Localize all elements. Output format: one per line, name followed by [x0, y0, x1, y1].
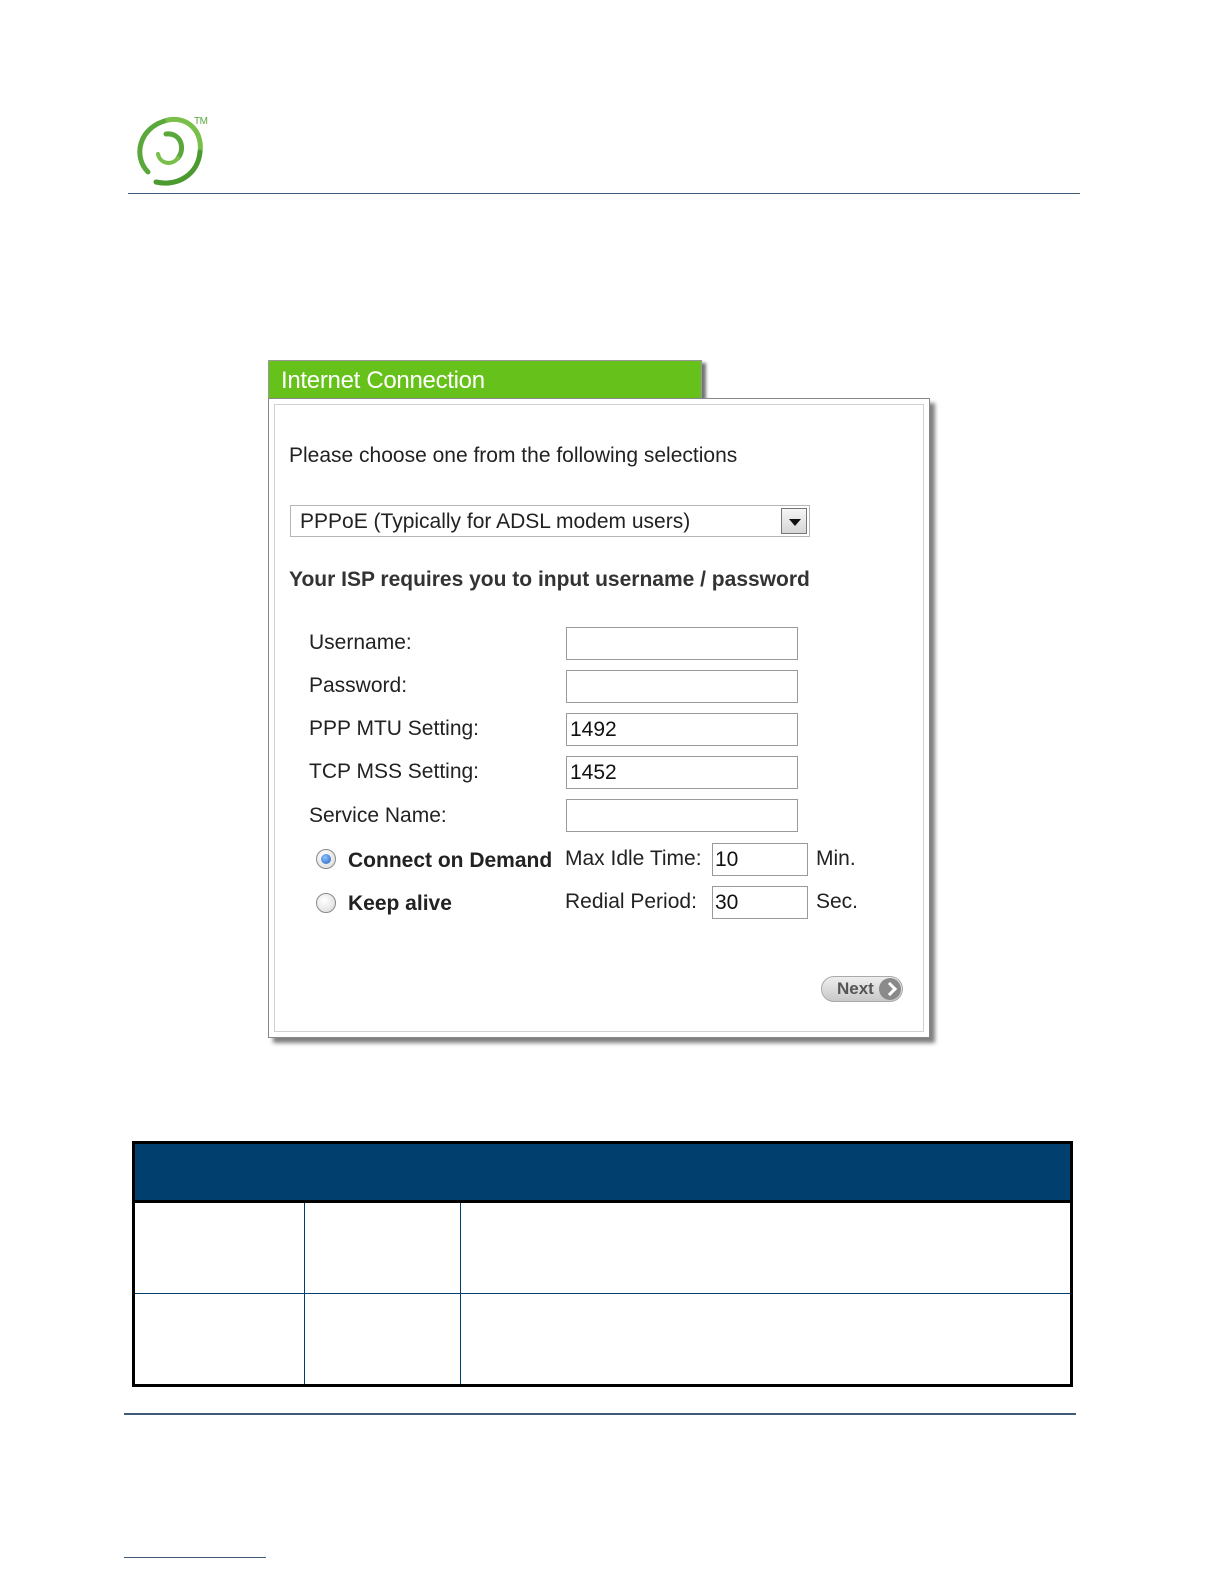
description-table	[132, 1141, 1073, 1387]
max-idle-time-input[interactable]	[712, 843, 808, 876]
keep-alive-label[interactable]: Keep alive	[348, 892, 452, 915]
wizard-tab-title: Internet Connection	[281, 367, 485, 394]
footer-rule	[124, 1413, 1076, 1415]
service-name-label: Service Name:	[309, 804, 447, 827]
redial-period-unit: Sec.	[816, 890, 859, 913]
footer-short-rule	[124, 1557, 266, 1558]
mss-label: TCP MSS Setting:	[309, 760, 480, 783]
selection-prompt: Please choose one from the following selections	[289, 444, 738, 467]
service-name-input[interactable]	[566, 799, 798, 832]
password-input[interactable]	[566, 670, 798, 703]
max-idle-time-label: Max Idle Time:	[565, 847, 702, 870]
next-button-label: Next	[837, 979, 874, 998]
mss-input[interactable]	[566, 756, 798, 789]
next-button[interactable]	[821, 976, 903, 1002]
mtu-input[interactable]	[566, 713, 798, 746]
header-rule	[128, 193, 1080, 194]
table-header	[135, 1144, 1070, 1203]
password-label: Password:	[309, 674, 408, 697]
connect-on-demand-radio[interactable]	[316, 849, 336, 869]
isp-note: Your ISP requires you to input username / password	[289, 568, 810, 591]
redial-period-input[interactable]	[712, 886, 808, 919]
table-column-divider-1	[304, 1203, 305, 1384]
table-column-divider-2	[460, 1203, 461, 1384]
mtu-label: PPP MTU Setting:	[309, 717, 480, 740]
trademark-mark: TM	[194, 116, 208, 127]
wizard-tab	[268, 360, 702, 401]
chevron-down-icon[interactable]	[781, 508, 807, 534]
chevron-right-icon	[879, 978, 901, 1000]
connect-on-demand-label[interactable]: Connect on Demand	[348, 849, 553, 872]
keep-alive-radio[interactable]	[316, 893, 336, 913]
max-idle-time-unit: Min.	[816, 847, 856, 870]
connection-type-select[interactable]	[290, 505, 810, 537]
username-input[interactable]	[566, 627, 798, 660]
redial-period-label: Redial Period:	[565, 890, 697, 913]
username-label: Username:	[309, 631, 412, 654]
connection-type-value: PPPoE (Typically for ADSL modem users)	[300, 510, 691, 533]
table-row-divider	[135, 1293, 1070, 1294]
